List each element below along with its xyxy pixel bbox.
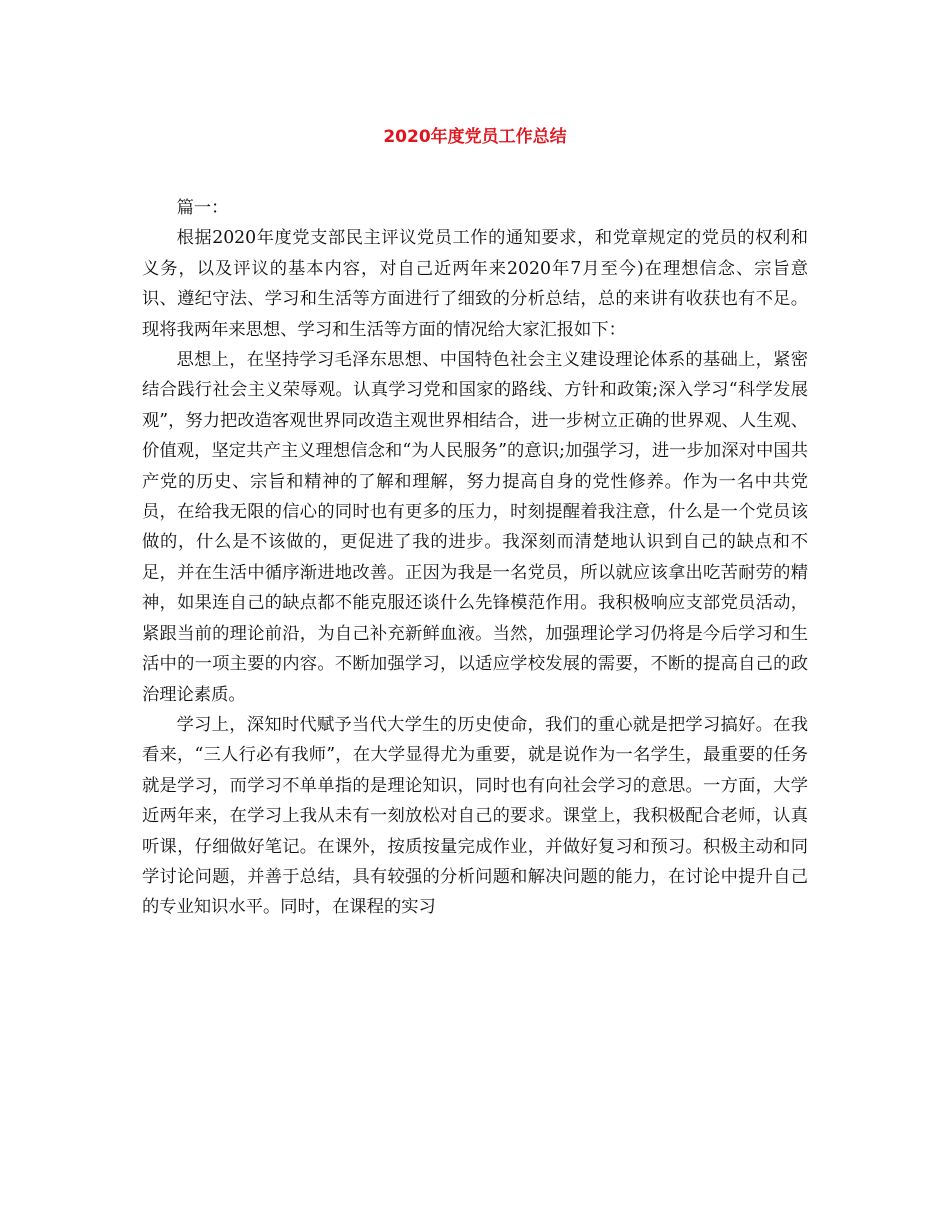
paragraph-study: 学习上，深知时代赋予当代大学生的历史使命，我们的重心就是把学习搞好。在我看来，“三人行必有我师”，在大学显得尤为重要，就是说作为一名学生，最重要的任务就是学习，而学习不单单指的是理论知识，同时也有向社会学习的意思。一方面，大学近两年来，在学习上我从未有一刻放松对自己的要求。课堂上，我积极配合老师，认真听课，仔细做好笔记。在课外，按质按量完成作业，并做好复习和预习。积极主动和同学讨论问题，并善于总结，具有较强的分析问题和解决问题的能力，在讨论中提升自己的专业知识水平。同时，在课程的实习 <box>142 714 808 918</box>
paragraph-intro: 根据2020年度党支部民主评议党员工作的通知要求，和党章规定的党员的权利和义务，以及评议的基本内容，对自己近两年来2020年7月至今)在理想信念、宗旨意识、遵纪守法、学习和生活等方面进行了细致的分析总结，总的来讲有收获也有不足。现将我两年来思想、学习和生活等方面的情况给大家汇报如下： <box>142 228 808 340</box>
paragraph-ideology: 思想上，在坚持学习毛泽东思想、中国特色社会主义建设理论体系的基础上，紧密结合践行社会主义荣辱观。认真学习党和国家的路线、方针和政策;深入学习“科学发展观”，努力把改造客观世界同改造主观世界相结合，进一步树立正确的世界观、人生观、价值观，坚定共产主义理想信念和“为人民服务”的意识;加强学习，进一步加深对中国共产党的历史、宗旨和精神的了解和理解，努力提高自身的党性修养。作为一名中共党员，在给我无限的信心的同时也有更多的压力，时刻提醒着我注意，什么是一个党员该做的，什么是不该做的，更促进了我的进步。我深刻而清楚地认识到自己的缺点和不足，并在生活中循序渐进地改善。正因为我是一名党员，所以就应该拿出吃苦耐劳的精神，如果连自己的缺点都不能克服还谈什么先锋模范作用。我积极响应支部党员活动，紧跟当前的理论前沿，为自己补充新鲜血液。当然，加强理论学习仍将是今后学习和生活中的一项主要的内容。不断加强学习，以适应学校发展的需要，不断的提高自己的政治理论素质。 <box>142 350 808 705</box>
document-body <box>142 193 808 923</box>
document-title: 2020年度党员工作总结 <box>383 127 567 147</box>
paragraph-section-label: 篇一： <box>176 198 229 218</box>
